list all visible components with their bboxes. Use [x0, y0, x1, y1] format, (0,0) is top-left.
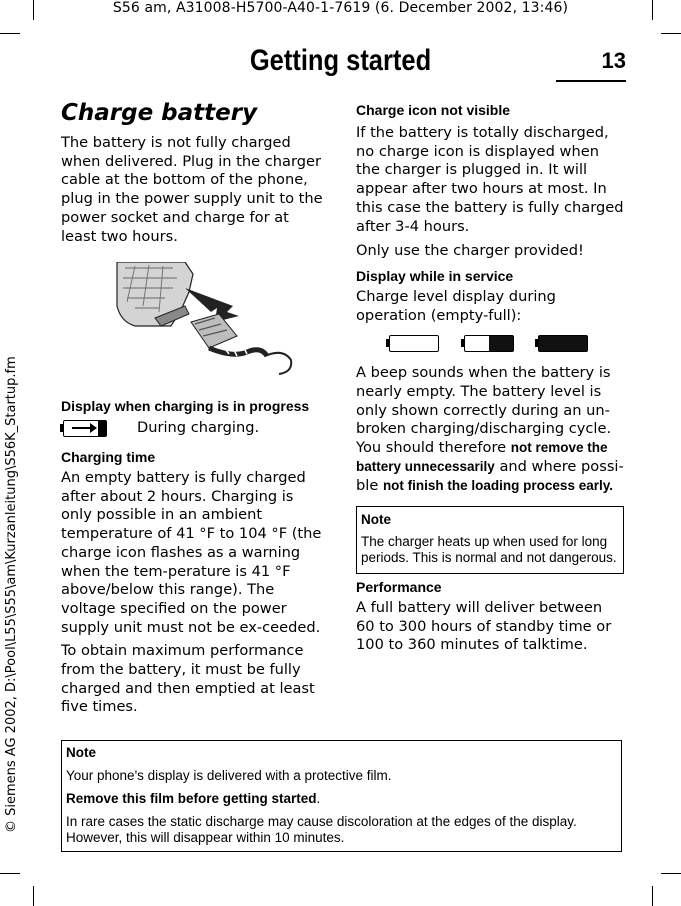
crop-mark: [33, 886, 34, 906]
section-heading: Charge battery: [61, 100, 258, 126]
performance-paragraph: A full battery will deliver between 60 to 300 hours of standby time or 100 to 360 minutes of talktime.: [356, 599, 612, 654]
crop-mark: [652, 886, 653, 906]
battery-level-icons: [356, 331, 624, 357]
note-text: The charger heats up when used for long periods. This is normal and not dangerous.: [361, 534, 617, 565]
left-column-lower: [61, 397, 326, 717]
right-column: [356, 101, 624, 495]
charging-time-heading: Charging time: [61, 449, 156, 465]
intro-paragraph: The battery is not fully charged when delivered. Plug in the charger cable at the bottom of the phone, plug in the power supply unit to the power socket and charge for at least two hours.: [61, 134, 323, 245]
crop-mark: [661, 873, 681, 874]
running-head: S56 am, A31008-H5700-A40-1-7619 (6. December 2002, 13:46): [112, 0, 569, 16]
page-number: 13: [601, 48, 626, 73]
protective-film-note-box: [61, 740, 622, 852]
display-charging-heading: Display when charging is in progress: [61, 398, 310, 414]
note-line-bold: Remove this film before getting started.: [66, 791, 321, 806]
service-paragraph: Charge level display during operation (empty-full):: [356, 287, 556, 324]
battery-empty-icon: [389, 335, 439, 352]
charge-icon-heading: Charge icon not visible: [356, 102, 511, 118]
note-title: Note: [66, 745, 96, 760]
charging-time-paragraph: An empty battery is fully charged after about 2 hours. Charging is only possible in an ambient temperature of 41 °F to 104 °F (the charge icon flashes as a warning when the tem-perature is 41 °F above/below this range). The voltage specified on the power supply unit must not be ex-ceeded.: [61, 469, 322, 636]
copyright-side-note: © Siemens AG 2002, D:\Pool\L55\S55\am\Kurzanleitung\S56K_Startup.fm: [4, 356, 19, 833]
crop-mark: [0, 33, 20, 34]
crop-mark: [0, 873, 20, 874]
page-title: Getting started: [249, 44, 432, 77]
during-charging-text: During charging.: [137, 419, 260, 436]
charger-note-box: [356, 506, 624, 574]
performance-section: [356, 578, 624, 655]
note-line: In rare cases the static discharge may cause discoloration at the edges of the display. However, this will disappear within 10 minutes.: [66, 814, 577, 845]
performance-heading: Performance: [356, 579, 442, 595]
battery-full-icon: [538, 335, 588, 352]
charger-warning: Only use the charger provided!: [356, 242, 584, 260]
charge-icon-paragraph: If the battery is totally discharged, no charge icon is displayed when the charger is plugged in. It will appear after two hours at most. In this case the battery is fully charged after 3-4 hours.: [356, 124, 624, 235]
charging-battery-icon: [63, 420, 107, 437]
service-heading: Display while in service: [356, 267, 514, 284]
note-line: Your phone's display is delivered with a protective film.: [66, 768, 392, 783]
note-title: Note: [361, 512, 391, 527]
charger-illustration: [115, 262, 295, 377]
crop-mark: [661, 33, 681, 34]
beep-paragraph: A beep sounds when the battery is nearly empty. The battery level is only shown correctly during an un-broken charging/discharging cycle. You should therefore not remove the battery unnecessarily and where possi-ble not finish the loading process early.: [356, 364, 624, 494]
battery-half-icon: [464, 335, 514, 352]
performance-tip-paragraph: To obtain maximum performance from the battery, it must be fully charged and then emptied at least five times.: [61, 642, 315, 716]
left-column: [61, 99, 326, 246]
page-number-rule: [556, 80, 626, 82]
